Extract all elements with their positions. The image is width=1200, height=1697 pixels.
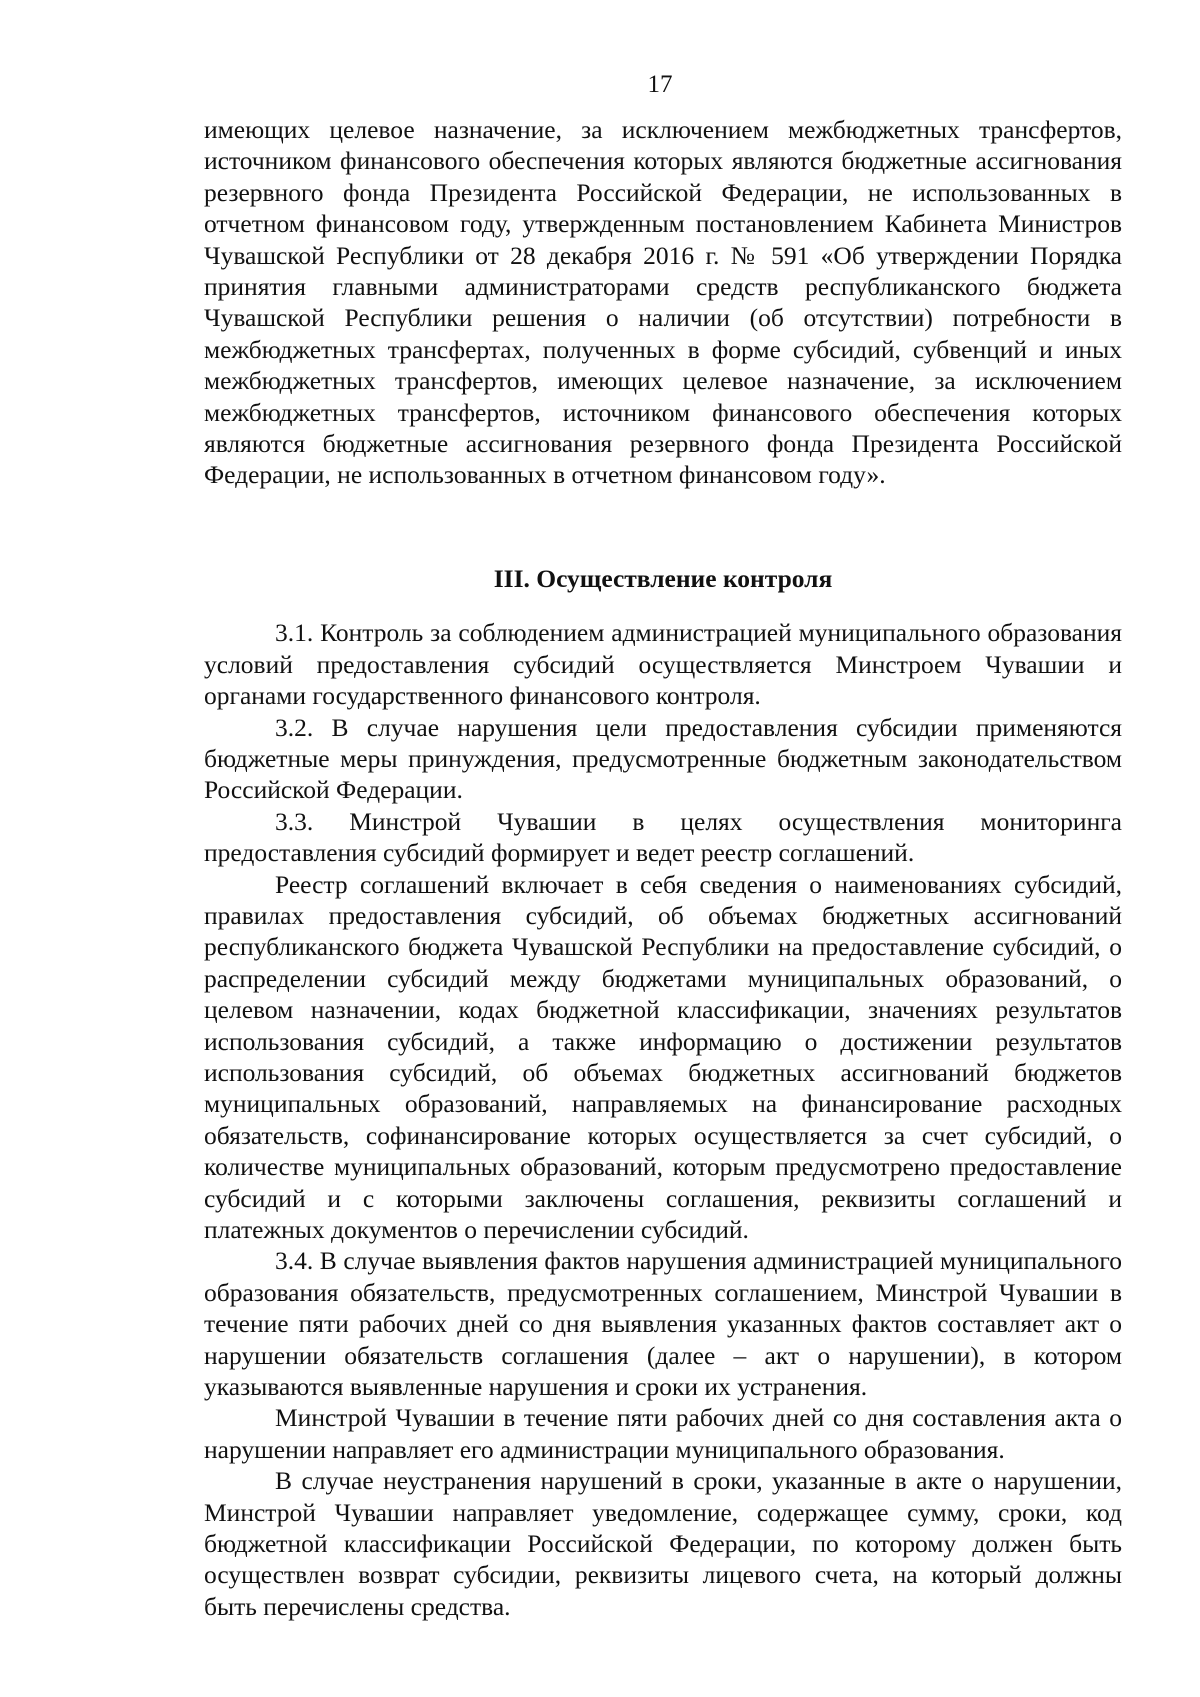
document-body	[204, 114, 1122, 1622]
page-number: 17	[647, 71, 673, 98]
paragraph-act-sending: Минстрой Чувашии в течение пяти рабочих дней со дня составления акта о нарушении направляет его администрации муниципального образования.	[204, 1403, 1122, 1464]
paragraph-registry: Реестр соглашений включает в себя сведения о наименованиях субсидий, правилах предоставления субсидий, об объемах бюджетных ассигнований республиканского бюджета Чувашской Республики на предоставление субсидий, о распределении субсидий между бюджетами муниципальных образований, о целевом назначении, кодах бюджетной классификации, значениях результатов использования субсидий, а также информацию о достижении результатов использования субсидий, об объемах бюджетных ассигнований бюджетов муниципальных образований, направляемых на финансирование расходных обязательств, софинансирование которых осуществляется за счет субсидий, о количестве муниципальных образований, которым предусмотрено предоставление субсидий и с которыми заключены соглашения, реквизиты соглашений и платежных документов о перечислении субсидий.	[204, 869, 1122, 1244]
paragraph-3-1: 3.1. Контроль за соблюдением администрацией муниципального образования условий предоставления субсидий осуществляется Минстроем Чувашии и органами государственного финансового контроля.	[204, 618, 1122, 711]
paragraph-refund-notice: В случае неустранения нарушений в сроки, указанные в акте о нарушении, Минстрой Чувашии направляет уведомление, содержащее сумму, сроки, код бюджетной классификации Российской Федерации, по которому должен быть осуществлен возврат субсидии, реквизиты лицевого счета, на который должны быть перечислены средства.	[204, 1466, 1122, 1621]
paragraph-3-4: 3.4. В случае выявления фактов нарушения администрацией муниципального образования обязательств, предусмотренных соглашением, Минстрой Чувашии в течение пяти рабочих дней со дня выявления указанных фактов составляет акт о нарушении обязательств соглашения (далее – акт о нарушении), в котором указываются выявленные нарушения и сроки их устранения.	[204, 1246, 1122, 1402]
paragraph-continuation: имеющих целевое назначение, за исключением межбюджетных трансфертов, источником финансового обеспечения которых являются бюджетные ассигнования резервного фонда Президента Российской Федерации, не использованных в отчетном финансовом году, утвержденным постановлением Кабинета Министров Чувашской Республики от 28 декабря 2016 г. № 591 «Об утверждении Порядка принятия главными администраторами средств республиканского бюджета Чувашской Республики решения о наличии (об отсутствии) потребности в межбюджетных трансфертах, полученных в форме субсидий, субвенций и иных межбюджетных трансфертов, имеющих целевое назначение, за исключением межбюджетных трансфертов, источником финансового обеспечения которых являются бюджетные ассигнования резервного фонда Президента Российской Федерации, не использованных в отчетном финансовом году».	[204, 115, 1122, 490]
section-heading: III. Осуществление контроля	[493, 563, 833, 593]
paragraph-3-2: 3.2. В случае нарушения цели предоставления субсидии применяются бюджетные меры принуждения, предусмотренные бюджетным законодательством Российской Федерации.	[204, 712, 1122, 805]
paragraph-3-3: 3.3. Минстрой Чувашии в целях осуществления мониторинга предоставления субсидий формирует и ведет реестр соглашений.	[204, 806, 1122, 868]
